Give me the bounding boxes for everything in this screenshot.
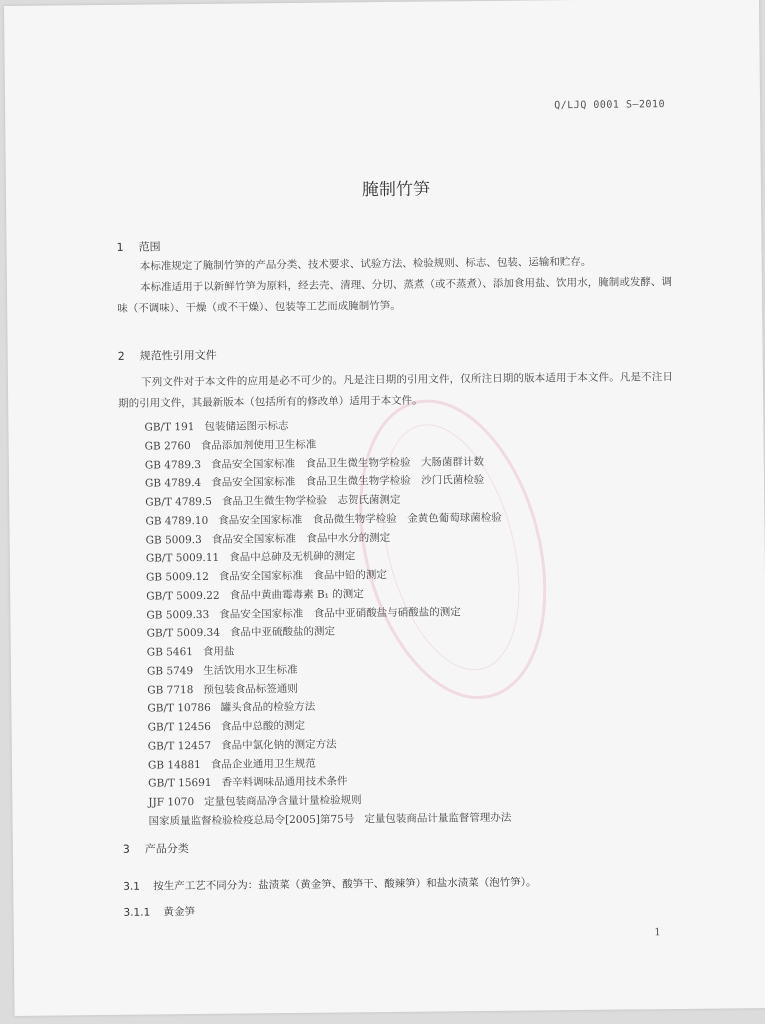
reference-code: GB 5009.3: [145, 533, 202, 547]
reference-title: 食品中亚硫酸盐的测定: [229, 625, 336, 639]
reference-code: GB 5009.33: [146, 608, 210, 622]
section-1-heading: [116, 238, 160, 254]
subsection-text: 按生产工艺不同分为：盐渍菜（黄金笋、酸笋干、酸辣笋）和盐水渍菜（泡竹笋）。: [153, 876, 537, 893]
reference-code: GB 5009.12: [145, 570, 209, 584]
reference-title: 食品中氯化钠的测定方法: [221, 738, 337, 752]
section-title: 规范性引用文件: [139, 348, 217, 363]
normative-intro: 下列文件对于本文件的应用是必不可少的。凡是注日期的引用文件，仅所注日期的版本适用于本文件。凡是不注日期的引用文件，其最新版本（包括所有的修改单）适用于本文件。: [118, 371, 673, 410]
section-number: 1: [116, 240, 124, 254]
reference-title: 罐头食品的检验方法: [220, 701, 316, 715]
section-number: 2: [117, 349, 125, 363]
subsection-3-1-1: [123, 904, 195, 920]
reference-title: 定量包装商品净含量计量检验规则: [204, 794, 362, 808]
reference-code: GB 5749: [146, 664, 194, 678]
reference-title: 食品卫生微生物学检验 志贺氏菌测定: [221, 493, 401, 508]
scope-paragraph-1: 本标准规定了腌制竹笋的产品分类、技术要求、试验方法、检验规则、标志、包装、运输和贮存。: [139, 255, 592, 273]
reference-title: 食品安全国家标准 食品卫生微生物学检验 沙门氏菌检验: [211, 474, 485, 490]
reference-code: GB 4789.10: [145, 514, 209, 528]
reference-title: 定量包装商品计量监督管理办法: [364, 811, 512, 826]
reference-title: 香辛料调味品通用技术条件: [221, 775, 348, 790]
reference-title: 食品中总酸的测定: [220, 719, 306, 733]
reference-code: GB 4789.3: [144, 458, 202, 472]
reference-code: GB/T 15691: [148, 777, 212, 790]
reference-code: GB 4789.4: [144, 477, 202, 490]
reference-code: JJF 1070: [148, 796, 195, 809]
reference-title: 食品安全国家标准 食品中亚硝酸盐与硝酸盐的测定: [219, 605, 461, 621]
subsection-text: 黄金笋: [163, 906, 196, 919]
page-title: 腌制竹笋: [361, 179, 431, 201]
scope-paragraph-2: 本标准适用于以新鲜竹笋为原料，经去壳、清理、分切、蒸煮（或不蒸煮）、添加食用盐、饮用水，腌制或发酵、调味（不调味）、干燥（或不干燥）、包装等工艺而成腌制竹笋。: [117, 276, 672, 315]
section-title: 产品分类: [144, 842, 189, 856]
reference-code: GB/T 5009.34: [146, 627, 221, 640]
reference-code: GB/T 12456: [147, 720, 212, 734]
subsection-3-1: [123, 874, 536, 893]
section-number: 3: [122, 842, 130, 856]
reference-code: GB 2760: [144, 439, 191, 453]
reference-code: GB/T 12457: [147, 739, 212, 753]
reference-item: [148, 808, 511, 831]
page-number: 1: [654, 927, 661, 939]
section-title: 范围: [138, 240, 161, 254]
reference-code: GB/T 4789.5: [145, 495, 213, 509]
reference-code: GB/T 5009.11: [145, 552, 220, 565]
reference-code: 国家质量监督检验检疫总局令[2005]第75号: [148, 813, 355, 828]
reference-title: 食品安全国家标准 食品卫生微生物学检验 大肠菌群计数: [210, 455, 485, 471]
reference-title: 食品企业通用卫生规范: [210, 757, 316, 771]
reference-code: GB 5461: [146, 646, 194, 659]
reference-title: 食品安全国家标准 食品微生物学检验 金黄色葡萄球菌检验: [218, 511, 502, 527]
subsection-number: 3.1: [123, 880, 140, 893]
reference-title: 食用盐: [202, 645, 235, 658]
reference-code: GB/T 10786: [147, 702, 211, 715]
reference-title: 预包装食品标签通则: [203, 682, 298, 696]
reference-item: [145, 508, 508, 531]
reference-title: 食品添加剂使用卫生标准: [200, 438, 317, 452]
reference-title: 食品中黄曲霉毒素 B₁ 的测定: [229, 588, 364, 602]
reference-list: [144, 415, 511, 831]
reference-code: GB 7718: [147, 683, 194, 697]
standard-code: Q/LJQ 0001 S—2010: [554, 99, 666, 112]
reference-title: 包装储运图示标志: [204, 420, 289, 433]
reference-code: GB/T 5009.22: [146, 589, 220, 603]
section-3-heading: [123, 840, 189, 857]
reference-item: [145, 471, 508, 494]
reference-title: 食品安全国家标准 食品中铅的测定: [218, 569, 387, 583]
section-2-heading: [118, 347, 217, 364]
reference-title: 生活饮用水卫生标准: [203, 663, 298, 677]
reference-code: GB 14881: [147, 758, 201, 772]
reference-title: 食品中总砷及无机砷的测定: [229, 550, 356, 564]
document-page: [4, 0, 765, 1016]
reference-code: GB/T 191: [144, 421, 195, 434]
reference-title: 食品安全国家标准 食品中水分的测定: [211, 531, 391, 546]
subsection-number: 3.1.1: [123, 906, 151, 919]
